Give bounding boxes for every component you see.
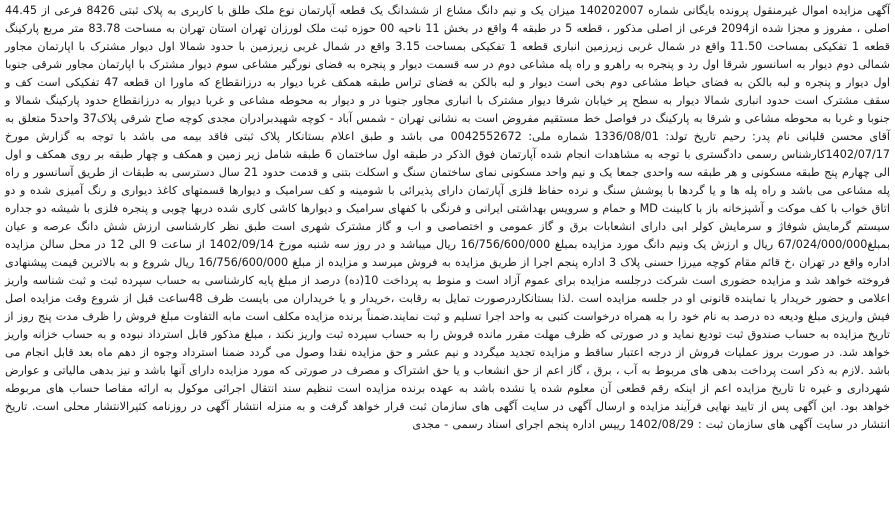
auction-notice-text: آگهی مزایده اموال غیرمنقول پرونده بایگانی شماره 140202007 میزان یک و نیم دانگ مشاع از ششدانگ یک قطعه آپارتمان نوع ملک طلق با کاربری به پلاک ثبتی 8426 فرعی از 44.45 اصلی ، مفروز و مجزا شده از2094 فرعی از اصلی مذکور ، قطعه 5 در طبقه 4 واقع در بخش 11 ناحیه 00 حوزه ثبت ملک لورزان تهران استان تهران به مساحت 83.78 متر مربع پارکینگ قطعه 1 تفکیکی بمساحت 11.50 واقع در شمال غربی زیرزمین انباری قطعه 1 تفکیکی بمساحت 3.15 واقع در شمال غربی زیرزمین با حدود شمالا اول دیوار مشترک با اپارتمان مجاور شمالی دوم دیوار به اسانسور شرقا اول رد و پنجره به راهرو و راه پله مشاعی دوم در سه قسمت دیوار و پنجره به فضای نورگیر مشاعی سوم دیوار مشترک با اپارتمان مجاور شرقی جنوبا اول دیوار و پنجره و لبه بالکن به فضای حیاط مشاعی دوم بخی است دیوار و لبه بالکن به فضای تراس طبقه همکف غربا دیوار به درزانقطاع که ماورا ان قطعه 47 تفکیکی است کف و سقف مشترک است حدود انباری شمالا دیوار به سطح پر خیابان شرقا دیوار مشترک با انباری مجاور جنوبا در و دیوار به محوطه مشاعی و غربا دیوار به درزانقطاع حدود پارکینگ شمالا و جنوبا و غربا به محوطه مشاعی و شرقا به پارکینگ در فواصل خط مستقیم مفروض است به نشانی تهران - شمس آباد - کوچه شهیدبرادران مجدی کوچه صاح شرقی پلاک37 واحد5 متعلق به آقای محسن قلیانی نام پدر: رحیم تاریخ تولد: 1336/08/01 شماره ملی: 0042552672 می باشد و طبق اعلام بستانکار پلاک ثبتی فاقد بیمه می باشد با توجه به گزارش مورخ 1402/07/17کارشناس رسمی دادگستری با توجه به مشاهدات انجام شده آپارتمان فوق الذکر در طبقه اول ساختمان 6 طبقه شامل زیر زمین و همکف و چهار طبقه بر روی همکف و اول الی چهارم پنج طبقه مسکونی و هر طبقه سه واحدی جمعا یک و نیم واحد مسکونی نمای ساختمان سنگ و اسکلت بتنی و قدمت حدود 21 سال دسترسی به طبقات از طریق آسانسور و راه پله مشاعی می باشد و راه پله ها و یا گردها با پوشش سنگ و نرده حفاظ فلزی آپارتمان دارای پذیرائی با شومینه و کف سرامیک و دیوارها قسمتهای کاغذ دیواری و رنگ آمیزی شده و دو اتاق خواب با کف موکت و آشپزخانه باز با کابینت MD و حمام و سرویس بهداشتی ایرانی و فرنگی با کفهای سرامیک و دیوارها کاشی کاری شده دربها چوبی و پنجره فلزی با شیشه دو جداره سیستم گرمایش شوفاژ و سرمایش کولر ابی دارای انشعابات برق و گاز عمومی و اختصاصی و اب و گاز مشترک شهری است طبق نظر کارشناسی ارزش شش دانگ عرصه و عیان بمبلغ67/024/000/000 ریال و ارزش یک ونیم دانگ مورد مزایده بمبلغ 16/756/600/000 ریال میباشد و در روز سه شنبه مورخ 1402/09/14 از ساعت 9 الی 12 در محل سالن مزایده اداره واقع در تهران ،خ قائم مقام کوچه میرزا حسنی پلاک 3 اداره پنجم اجرا از طریق مزایده به فروش میرسد و مزایده از مبلغ 16/756/600/000 ریال شروع و به بالاترین قیمت پیشنهادی فروخته خواهد شد و مزایده حضوری است شرکت درجلسه مزایده برای عموم آزاد است و منوط به پرداخت 10(ده) درصد از مبلغ پایه کارشناسی به حساب سپرده ثبت و ثبت شناسه واریز اعلامی و حضور خریدار یا نماینده قانونی او در جلسه مزایده است .لذا بستانکاردرصورت تمایل به رقابت ،خریدار و یا خریداران می بایست ظرف 48ساعت قبل از شروع وقت مزایده اصل فیش واریزی مبلغ ودیعه ده درصد به نام خود را به همراه درخواست کتبی به واحد اجرا تسلیم و ثبت نمایند.ضمناً برنده مزایده مکلف است مابه التفاوت مبلغ فروش را ظرف مدت پنج روز از تاریخ مزایده به حساب صندوق ثبت تودیع نماید و در صورتی که ظرف مهلت مقرر مانده فروش را به حساب سپرده ثبت واریز نکند ، مبلغ مذکور قابل استرداد نبوده و به حساب خزانه واریز خواهد شد. در صورت بروز عملیات فروش از درجه اعتبار ساقط و مزایده تجدید میگردد و نیم عشر و حق مزایده نقدا وصول می گردد ضمنا استرداد وجوه از دهم ماه بعد قابل انجام می باشد .لازم به ذکر است پرداخت بدهی های مربوط به آب ، برق ، گاز اعم از حق انشعاب و یا حق اشتراک و مصرف در صورتی که مورد مزایده دارای آنها باشد و نیز بدهی مالیاتی و عوارض شهرداری و غیره تا تاریخ مزایده اعم از اینکه رقم قطعی آن معلوم شده یا نشده باشد به عهده برنده مزایده است تنظیم سند انتقال اجرائی موکول به ارائه مفاصا حساب های مربوطه خواهد بود. این آگهی پس از تایید نهایی فرآیند مزایده و ارسال آگهی در سایت آگهی های سازمان ثبت قرار خواهد گرفت و به منزله انتشار آگهی در روزنامه کثیرالانتشار محلی است. تاریخ انتشار در سایت آگهی های سازمان ثبت : 1402/08/29 رییس اداره پنجم اجرای اسناد رسمی - مجدی — [5, 4, 891, 431]
